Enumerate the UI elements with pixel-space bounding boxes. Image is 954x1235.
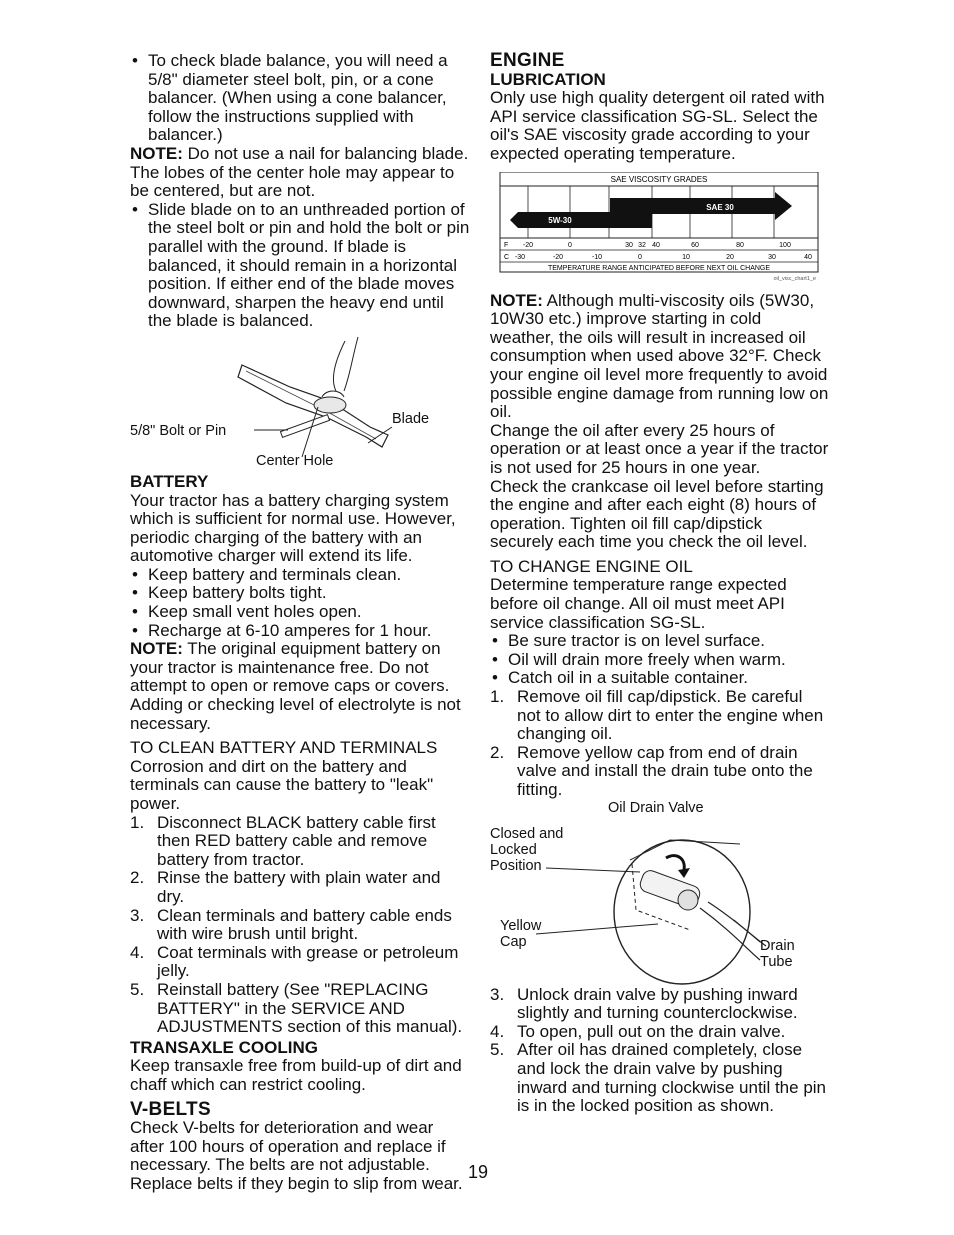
list-item: [130, 869, 470, 906]
list-item: [490, 1023, 830, 1042]
transaxle-heading: TRANSAXLE COOLING: [130, 1037, 318, 1057]
oil-drain-valve-label: Oil Drain Valve: [608, 799, 704, 816]
chart-caption: TEMPERATURE RANGE ANTICIPATED BEFORE NEXT OIL CHANGE: [547, 264, 771, 272]
left-column: [130, 52, 470, 1193]
list-item: • Slide blade on to an unthreaded portion of the steel bolt or pin and hold the bolt or pin parallel with the ground. If blade is balanced, it should remain in a horizontal position. If either end of the blade moves downward, sharpen the heavy end until the blade is balanced.: [130, 201, 470, 331]
step-number: 2.: [490, 742, 505, 762]
note-multiviscosity: [490, 292, 830, 422]
closed-locked-label: Closed and Locked Position: [490, 825, 564, 874]
step-text: Remove oil fill cap/dipstick. Be careful not to allow dirt to enter the engine when changing oil.: [517, 687, 824, 744]
f-tick: 60: [691, 241, 699, 249]
vbelts-heading: V-BELTS: [130, 1098, 211, 1120]
list-item: • Keep battery bolts tight.: [130, 584, 470, 603]
step-text: Unlock drain valve by pushing inward slightly and turning counterclockwise.: [517, 984, 798, 1023]
list-item: [490, 986, 830, 1023]
list-item: • Keep battery and terminals clean.: [130, 566, 470, 585]
list-item: [130, 944, 470, 981]
center-hole-label: Center Hole: [256, 452, 334, 469]
list-item: [130, 907, 470, 944]
note-nail: [130, 145, 470, 201]
c-tick: 40: [804, 253, 812, 261]
blade-label: Blade: [392, 410, 430, 427]
drain-tube-label: Drain Tube: [760, 937, 795, 970]
c-tick: -20: [552, 253, 564, 261]
list-item: • Catch oil in a suitable container.: [490, 669, 830, 688]
step-text: Remove yellow cap from end of drain valve and install the drain tube onto the fitting.: [517, 742, 813, 799]
change-oil-bullets: [490, 632, 830, 688]
5w30-label: 5W-30: [548, 215, 572, 225]
step-text: After oil has drained completely, close and lock the drain valve by pushing inward and turning clockwise until the pin is in the locked position as shown.: [517, 1040, 827, 1116]
change-oil-steps-a: [490, 688, 830, 800]
f-tick: 32: [638, 241, 646, 249]
step-number: 4.: [490, 1021, 505, 1041]
5w30-bar: [510, 212, 652, 228]
note-battery: [130, 640, 470, 733]
sae30-label: SAE 30: [706, 202, 734, 212]
step-text: Clean terminals and battery cable ends with wire brush until bright.: [157, 905, 452, 944]
step-text: Rinse the battery with plain water and dry.: [157, 868, 441, 906]
note-label: NOTE:: [490, 290, 543, 310]
sae-viscosity-chart: [490, 172, 819, 282]
battery-text: Your tractor has a battery charging system which is sufficient for normal use. However, periodic charging of the battery with an automotive charger will extend its life.: [130, 490, 456, 566]
list-item: [130, 814, 470, 870]
list-item: • Be sure tractor is on level surface.: [490, 632, 830, 651]
change-oil-steps-b: [490, 986, 830, 1116]
f-tick: 40: [652, 241, 660, 249]
step-text: Coat terminals with grease or petroleum jelly.: [157, 942, 459, 981]
bolt-label: 5/8" Bolt or Pin: [130, 422, 227, 439]
change-oil-heading: TO CHANGE ENGINE OIL: [490, 556, 693, 576]
f-tick: 100: [779, 241, 791, 249]
oil-drain-figure: [490, 800, 830, 986]
list-item: • To check blade balance, you will need a 5/8" diameter steel bolt, pin, or a cone balancer. (When using a cone balancer, follow the instructions supplied with balancer.): [130, 52, 470, 145]
step-number: 2.: [130, 868, 145, 888]
list-item: • Keep small vent holes open.: [130, 603, 470, 622]
vbelts-text: Check V-belts for deterioration and wear after 100 hours of operation and replace if necessary. The belts are not adjustable. Replace belts if they begin to slip from wear.: [130, 1118, 463, 1193]
list-item: • Recharge at 6-10 amperes for 1 hour.: [130, 622, 470, 641]
change-interval-text: Change the oil after every 25 hours of operation or at least once a year if the tractor is not used for 25 hours in one year.: [490, 420, 829, 477]
step-text: To open, pull out on the drain valve.: [517, 1021, 786, 1041]
step-number: 1.: [490, 687, 505, 707]
list-item: [490, 688, 830, 744]
c-tick: 10: [682, 253, 690, 261]
chart-code: oil_visc_chart1_e: [773, 275, 816, 282]
f-tick: 0: [568, 241, 572, 249]
change-oil-intro: Determine temperature range expected before oil change. All oil must meet API service classification SG-SL.: [490, 575, 787, 632]
c-tick: -30: [514, 253, 526, 261]
f-tick: 30: [625, 241, 633, 249]
step-number: 1.: [130, 812, 145, 832]
note-label: NOTE:: [130, 639, 183, 659]
step-number: 5.: [490, 1040, 505, 1060]
list-item: [130, 981, 470, 1037]
note-text: Do not use a nail for balancing blade. The lobes of the center hole may appear to be centered, but are not.: [130, 143, 469, 201]
step-text: Disconnect BLACK battery cable first then RED battery cable and remove battery from tractor.: [157, 812, 436, 869]
clean-battery-heading: TO CLEAN BATTERY AND TERMINALS: [130, 738, 438, 758]
page-number: 19: [468, 1162, 489, 1182]
blade-balance-figure: [130, 331, 470, 467]
blade-balance-list: [130, 52, 470, 145]
blade-bolt-illustration: [130, 331, 470, 467]
list-item: [490, 744, 830, 800]
note-text: Although multi-viscosity oils (5W30, 10W30 etc.) improve starting in cold weather, the oils will result in increased oil consumption when used above 32°F. Check your engine oil level more frequently to avoid possible engine damage from running low on oil.: [490, 290, 829, 422]
list-item: [490, 1041, 830, 1115]
step-number: 5.: [130, 979, 145, 999]
step-number: 4.: [130, 942, 145, 962]
clean-battery-steps: [130, 814, 470, 1037]
yellow-cap-label: Yellow Cap: [500, 917, 542, 950]
list-item: • Oil will drain more freely when warm.: [490, 651, 830, 670]
c-unit: C: [504, 253, 510, 261]
note-text: The original equipment battery on your tractor is maintenance free. Do not attempt to open or remove caps or covers. Adding or checking level of electrolyte is not necessary.: [130, 639, 461, 733]
check-level-text: Check the crankcase oil level before starting the engine and after each eight (8) hours of operation. Tighten oil fill cap/dipstick securely each time you check the oil level.: [490, 476, 824, 552]
f-unit: F: [504, 241, 509, 249]
chart-title: SAE VISCOSITY GRADES: [610, 174, 708, 184]
c-tick: 20: [726, 253, 734, 261]
step-number: 3.: [490, 984, 505, 1004]
f-tick: -20: [522, 241, 534, 249]
c-tick: 0: [638, 253, 642, 261]
transaxle-text: Keep transaxle free from build-up of dirt and chaff which can restrict cooling.: [130, 1056, 462, 1094]
engine-heading: ENGINE: [490, 50, 565, 71]
viscosity-chart-svg: [490, 172, 819, 282]
f-tick: 80: [736, 241, 744, 249]
clean-battery-text: Corrosion and dirt on the battery and terminals can cause the battery to "leak" power.: [130, 756, 434, 813]
c-tick: 30: [768, 253, 776, 261]
right-column: [490, 52, 830, 1116]
blade-slide-list: [130, 201, 470, 331]
lubrication-heading: LUBRICATION: [490, 69, 606, 89]
step-number: 3.: [130, 905, 145, 925]
c-tick: -10: [591, 253, 603, 261]
battery-bullets: [130, 566, 470, 640]
step-text: Reinstall battery (See "REPLACING BATTERY" in the SERVICE AND ADJUSTMENTS section of this manual).: [157, 979, 463, 1037]
note-label: NOTE:: [130, 143, 183, 163]
lubrication-text: Only use high quality detergent oil rated with API service classification SG-SL. Select the oil's SAE viscosity grade according to your expected operating temperature.: [490, 88, 825, 163]
battery-heading: BATTERY: [130, 471, 209, 491]
